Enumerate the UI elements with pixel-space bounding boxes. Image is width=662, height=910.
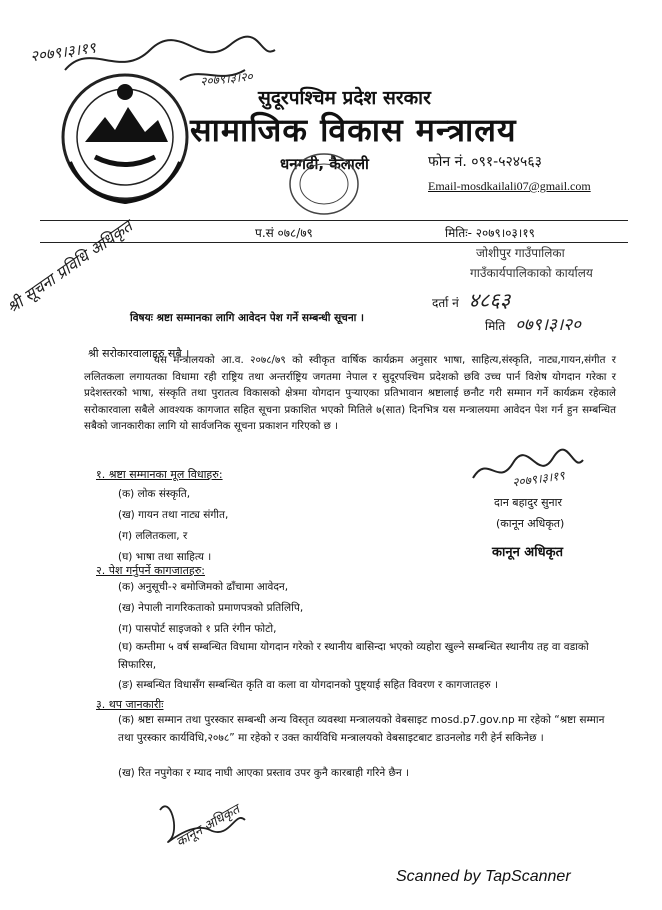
section-1-item: (क) लोक संस्कृति, (118, 488, 191, 500)
section-3-title: ३. थप जानकारीः (96, 698, 164, 711)
office-address: धनगढी, कैलाली (280, 155, 369, 173)
section-2-item: (ख) नेपाली नागरिकताको प्रमाणपत्रको प्रतिलिपि, (118, 602, 304, 614)
section-1-title: १. श्रष्टा सम्मानका मूल विधाहरु: (96, 468, 223, 481)
nepal-emblem-icon (50, 62, 200, 212)
section-2-title: २. पेश गर्नुपर्ने कागजातहरु: (96, 564, 205, 577)
receipt-date-label: मिति (485, 319, 506, 333)
section-2-item: (ग) पासपोर्ट साइजको १ प्रति रंगीन फोटो, (118, 623, 277, 635)
section-2-item: (घ) कम्तीमा ५ वर्ष सम्बन्धित विधामा योगदान गरेको र स्थानीय बासिन्दा भएको व्यहोरा खुल्ने सम्बन्धित स्थानीय तह वा वडाको सिफारिस, (118, 641, 589, 671)
section-3-item-kha: (ख) रित नपुगेका र म्याद नाघी आएका प्रस्ताव उपर कुनै कारबाही गरिने छैन । (118, 767, 410, 779)
handwritten-margin-note: श्री सूचना प्रविधि अधिकृत (3, 216, 136, 318)
office-email[interactable]: Email-mosdkailali07@gmail.com (428, 179, 591, 193)
handwritten-note-top: २०७९।३।१९ (29, 38, 97, 66)
signer-designation: (कानून अधिकृत) (496, 517, 565, 530)
office-seal-stamp (286, 150, 362, 218)
office-phone: फोन नं. ०९१-५२४५६३ (428, 154, 542, 170)
signature-date: २०७९।३।१९ (511, 468, 566, 490)
signer-name: दान बहादुर सुनार (494, 496, 562, 509)
section-1-item: (ग) ललितकला, र (118, 530, 188, 542)
section-1-item: (ख) गायन तथा नाट्य संगीत, (118, 509, 229, 521)
registration-number: ४८६३ (468, 288, 511, 312)
registration-label: दर्ता नं (432, 296, 459, 310)
handwritten-note-top-2: २०७९।३।२० (199, 69, 254, 89)
section-2-item: (ङ) सम्बन्धित विधासँग सम्बन्धित कृति वा कला वा योगदानको पुष्ट्याई सहित विवरण र कागजातहरु । (118, 679, 498, 691)
government-name: सुदूरपश्चिम प्रदेश सरकार (258, 87, 431, 109)
section-3-item-ka: (क) श्रष्टा सम्मान तथा पुरस्कार सम्बन्धी अन्य विस्तृत व्यवस्था मन्त्रालयको वेबसाइट mosd.p7.gov.np मा रहेको “श्रष्टा सम्मान तथा पुरस्कार कार्यविधि,२०७८” मा रहेको र उक्त कार्यविधि मन्त्रालयको वेबसाइटबाट डाउनलोड गरी हेर्न सकिनेछ । (118, 714, 605, 744)
letter-date: मितिः- २०७९।०३।१९ (445, 226, 535, 240)
section-1-item: (घ) भाषा तथा साहित्य । (118, 551, 212, 563)
letter-subject: विषयः श्रष्टा सम्मानका लागि आवेदन पेश गर्ने सम्बन्धी सूचना । (130, 312, 365, 324)
receipt-stamp-registration (432, 286, 510, 313)
letter-body: यस मन्त्रालयको आ.व. २०७८/७९ को स्वीकृत वार्षिक कार्यक्रम अनुसार भाषा, साहित्य,संस्कृति, नाट्य,गायन,संगीत र ललितकला लगायतका विधामा रही राष्ट्रिय तथा अन्तर्राष्ट्रिय जगतमा नेपाल र सुदूरपश्चिम प्रदेशको छवि उच्च पार्न विशेष योगदान गरेका र प्रदेशस्तरको भाषा, संस्कृति तथा पुरातत्व विकासको क्षेत्रमा योगदान पुर्‍याएका प्रतिभावान श्रष्टालाई छनौट गरी सम्मान गर्ने कार्यक्रम रहेकाले सरोकारवाला सबैले आवश्यक कागजात सहित सूचना प्रकाशित भएको मितिले ७(सात) दिनभित्र यस मन्त्रालयमा आवेदन पेश गर्न हुन सम्बन्धित सबैको जानकारीका लागि यो सार्वजनिक सूचना प्रकाशन गरिएको छ । (84, 354, 616, 432)
salutation: श्री सरोकारवालाहरु सबै । (88, 347, 190, 360)
receipt-stamp-org: जोशीपुर गाउँपालिका (476, 246, 565, 260)
bottom-signature-title: कानून अधिकृत (173, 802, 243, 851)
section-2-item: (क) अनुसूची-२ बमोजिमको ढाँचामा आवेदन, (118, 581, 289, 593)
receipt-stamp-office: गाउँकार्यपालिकाको कार्यालय (470, 266, 593, 280)
ministry-name: सामाजिक विकास मन्त्रालय (190, 111, 517, 149)
officer-title-stamp: कानून अधिकृत (492, 545, 563, 560)
receipt-date-value: ०७९।३।२० (515, 315, 581, 335)
letter-number: प.सं ०७८/७९ (255, 226, 313, 240)
scanner-watermark: Scanned by TapScanner (396, 868, 571, 885)
receipt-stamp-date (485, 312, 581, 335)
